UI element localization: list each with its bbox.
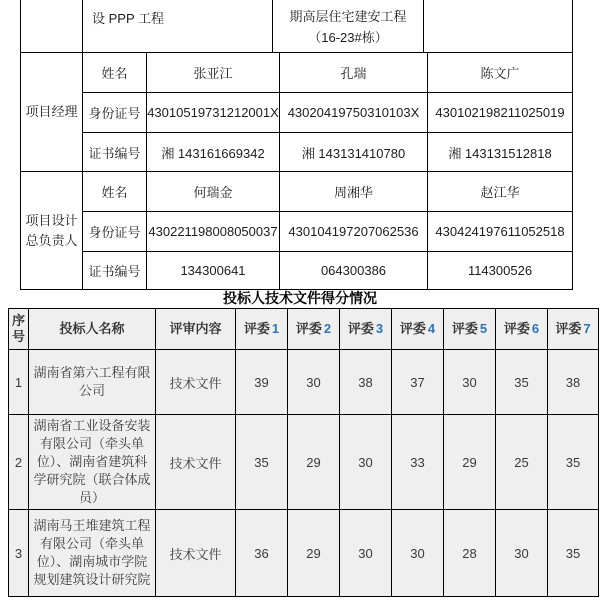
section-label-chief-designer xyxy=(21,172,83,290)
judge-header xyxy=(236,309,288,350)
field-label: 证书编号 xyxy=(83,252,147,290)
judge-number: 2 xyxy=(323,321,332,336)
score-cell: 30 xyxy=(444,350,496,415)
score-cell: 37 xyxy=(392,350,444,415)
name-cell: 何瑞金 xyxy=(147,172,280,212)
score-cell: 30 xyxy=(340,415,392,510)
score-cell: 29 xyxy=(288,510,340,597)
score-cell: 35 xyxy=(236,415,288,510)
judge-label: 评委 xyxy=(503,321,530,336)
section-label-text: 项目经理 xyxy=(25,104,78,119)
section-label-text: 总负责人 xyxy=(25,232,78,248)
score-cell: 35 xyxy=(496,350,548,415)
seq-cell: 1 xyxy=(9,350,29,415)
name-cell: 周湘华 xyxy=(280,172,428,212)
bidder-name-cell: 湖南省第六工程有限公司 xyxy=(29,350,156,415)
seq-cell: 2 xyxy=(9,415,29,510)
id-number-cell: 43020419750310103X xyxy=(280,93,428,133)
judge-label: 评委 xyxy=(347,321,374,336)
score-cell: 39 xyxy=(236,350,288,415)
score-cell: 29 xyxy=(444,415,496,510)
field-label: 姓名 xyxy=(83,53,147,93)
score-table-row xyxy=(9,510,599,597)
bidder-name-header: 投标人名称 xyxy=(29,309,156,350)
name-cell: 赵江华 xyxy=(428,172,573,212)
field-label: 身份证号 xyxy=(83,93,147,133)
judge-label: 评委 xyxy=(451,321,478,336)
empty-cell xyxy=(424,0,573,53)
review-content-header: 评审内容 xyxy=(156,309,236,350)
judge-label: 评委 xyxy=(555,321,582,336)
review-content-cell: 技术文件 xyxy=(156,350,236,415)
review-content-cell: 技术文件 xyxy=(156,510,236,597)
score-cell: 30 xyxy=(288,350,340,415)
certificate-cell: 湘 143131410780 xyxy=(280,133,428,172)
certificate-cell: 湘 143131512818 xyxy=(428,133,573,172)
score-table-row xyxy=(9,350,599,415)
score-cell: 35 xyxy=(548,510,599,597)
score-table-title: 投标人技术文件得分情况 xyxy=(223,290,377,306)
name-cell: 张亚江 xyxy=(147,53,280,93)
field-label: 姓名 xyxy=(83,172,147,212)
score-cell: 33 xyxy=(392,415,444,510)
score-cell: 38 xyxy=(340,350,392,415)
certificate-cell: 湘 143161669342 xyxy=(147,133,280,172)
id-number-cell: 430424197611052518 xyxy=(428,212,573,252)
section-label-text: 项目设计 xyxy=(25,212,78,228)
judge-number: 1 xyxy=(271,321,280,336)
seq-cell: 3 xyxy=(9,510,29,597)
name-cell: 孔瑞 xyxy=(280,53,428,93)
judge-number: 5 xyxy=(479,321,488,336)
id-number-cell: 430102198211025019 xyxy=(428,93,573,133)
project-name-cell: 设 PPP 工程 xyxy=(83,0,273,53)
score-cell: 30 xyxy=(392,510,444,597)
judge-number: 4 xyxy=(427,321,436,336)
judge-label: 评委 xyxy=(295,321,322,336)
certificate-cell: 064300386 xyxy=(280,252,428,290)
name-cell: 陈文广 xyxy=(428,53,573,93)
judge-label: 评委 xyxy=(243,321,270,336)
personnel-table xyxy=(20,52,573,290)
bidder-name-cell: 湖南省工业设备安装有限公司（牵头单位）、湖南省建筑科学研究院（联合体成员） xyxy=(29,415,156,510)
judge-number: 3 xyxy=(375,321,384,336)
judge-header xyxy=(444,309,496,350)
bidder-name-cell: 湖南马王堆建筑工程有限公司（牵头单位）、湖南城市学院规划建筑设计研究院 xyxy=(29,510,156,597)
score-cell: 38 xyxy=(548,350,599,415)
judge-number: 7 xyxy=(583,321,591,336)
field-label: 身份证号 xyxy=(83,212,147,252)
score-cell: 30 xyxy=(340,510,392,597)
project-row-partial xyxy=(20,0,573,53)
id-number-cell: 430221198008050037 xyxy=(147,212,280,252)
score-cell: 28 xyxy=(444,510,496,597)
id-number-cell: 43010519731212001X xyxy=(147,93,280,133)
project-name-line: （16-23#栋） xyxy=(308,30,388,45)
section-label-project-manager xyxy=(21,53,83,172)
judge-header xyxy=(392,309,444,350)
score-cell: 30 xyxy=(496,510,548,597)
id-number-cell: 430104197207062536 xyxy=(280,212,428,252)
judge-label: 评委 xyxy=(399,321,426,336)
project-name-cell xyxy=(273,0,424,53)
empty-cell xyxy=(21,0,83,53)
judge-header xyxy=(288,309,340,350)
judge-header xyxy=(496,309,548,350)
field-label: 证书编号 xyxy=(83,133,147,172)
score-cell: 25 xyxy=(496,415,548,510)
judge-header xyxy=(548,309,599,350)
score-cell: 35 xyxy=(548,415,599,510)
score-cell: 29 xyxy=(288,415,340,510)
project-name-line: 期高层住宅建安工程 xyxy=(289,9,407,24)
score-table-header-row xyxy=(9,309,599,350)
score-cell: 36 xyxy=(236,510,288,597)
score-table-row xyxy=(9,415,599,510)
seq-header: 序号 xyxy=(9,309,29,350)
review-content-cell: 技术文件 xyxy=(156,415,236,510)
score-table xyxy=(8,308,599,597)
certificate-cell: 114300526 xyxy=(428,252,573,290)
judge-header xyxy=(340,309,392,350)
certificate-cell: 134300641 xyxy=(147,252,280,290)
judge-number: 6 xyxy=(531,321,540,336)
